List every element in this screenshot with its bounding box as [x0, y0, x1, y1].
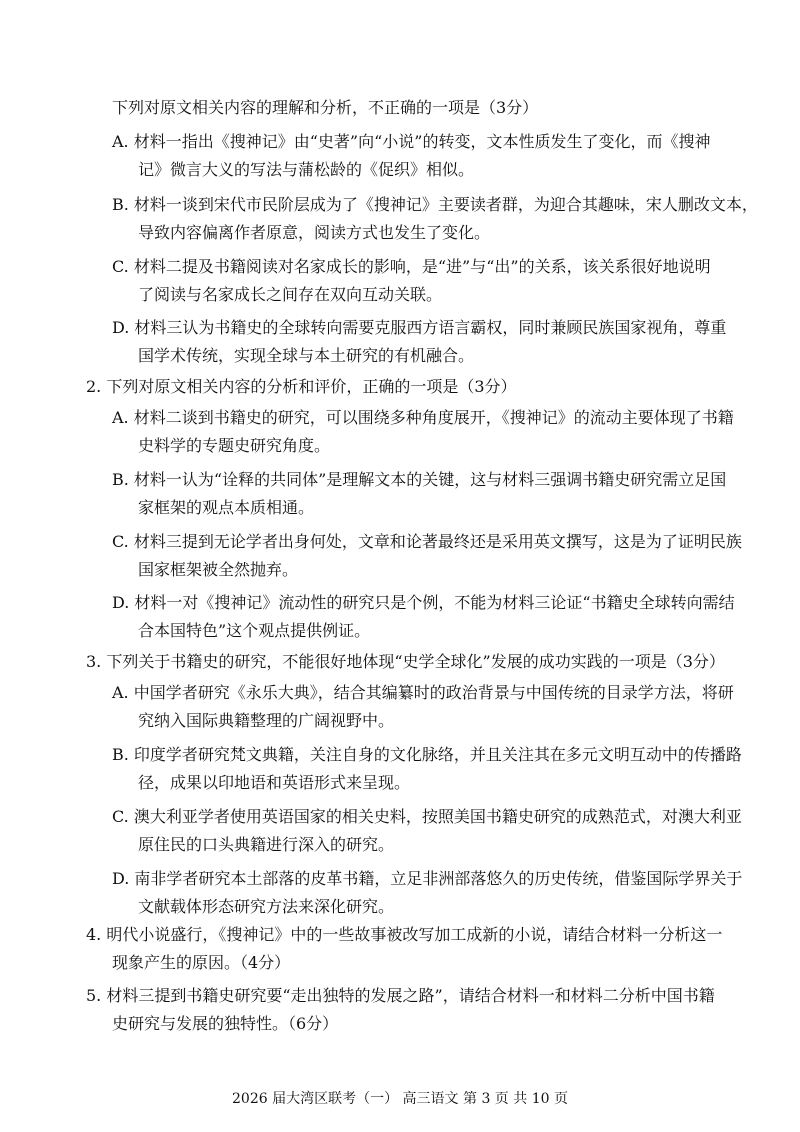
- q1-option-a-cont: 记》微言大义的写法与蒲松龄的《促织》相似。: [138, 160, 475, 179]
- q3-option-d: D. 南非学者研究本土部落的皮革书籍，立足非洲部落悠久的历史传统，借鉴国际学界关于: [112, 869, 743, 888]
- q2-option-a-cont: 史料学的专题史研究角度。: [138, 436, 331, 455]
- question-1-stem: 下列对原文相关内容的理解和分析，不正确的一项是（3分）: [112, 98, 539, 117]
- q3-option-b: B. 印度学者研究梵文典籍，关注自身的文化脉络，并且关注其在多元文明互动中的传播路: [112, 745, 742, 764]
- q2-option-b-cont: 家框架的观点本质相通。: [138, 498, 315, 517]
- question-4-stem: 4. 明代小说盛行，《搜神记》中的一些故事被改写加工成新的小说，请结合材料一分析这一: [86, 925, 723, 944]
- q1-option-d-cont: 国学术传统，实现全球与本土研究的有机融合。: [138, 346, 475, 365]
- q3-option-a-cont: 究纳入国际典籍整理的广阔视野中。: [138, 711, 395, 730]
- question-2-stem: 2. 下列对原文相关内容的分析和评价，正确的一项是（3分）: [86, 377, 517, 396]
- q2-option-d-cont: 合本国特色”这个观点提供例证。: [138, 621, 371, 640]
- q1-option-c-cont: 了阅读与名家成长之间存在双向互动关联。: [138, 285, 443, 304]
- q2-option-c: C. 材料三提到无论学者出身何处，文章和论著最终还是采用英文撰写，这是为了证明民族: [112, 532, 742, 551]
- q1-option-a: A. 材料一指出《搜神记》由“史著”向“小说”的转变，文本性质发生了变化，而《搜神: [112, 132, 711, 151]
- question-5-stem: 5. 材料三提到书籍史研究要“走出独特的发展之路”，请结合材料一和材料二分析中国书籍: [86, 986, 715, 1005]
- q2-option-a: A. 材料二谈到书籍史的研究，可以围绕多种角度展开，《搜神记》的流动主要体现了书籍: [112, 408, 734, 427]
- question-5-stem-cont: 史研究与发展的独特性。（6分）: [112, 1014, 339, 1033]
- q2-option-b: B. 材料一认为“诠释的共同体”是理解文本的关键，这与材料三强调书籍史研究需立足国: [112, 470, 727, 489]
- q3-option-c: C. 澳大利亚学者使用英语国家的相关史料，按照美国书籍史研究的成熟范式，对澳大利亚: [112, 807, 742, 826]
- q3-option-b-cont: 径，成果以印地语和英语形式来呈现。: [138, 773, 411, 792]
- q2-option-d: D. 材料一对《搜神记》流动性的研究只是个例，不能为材料三论证“书籍史全球转向需结: [112, 593, 735, 612]
- q3-option-c-cont: 原住民的口头典籍进行深入的研究。: [138, 835, 395, 854]
- question-3-stem: 3. 下列关于书籍史的研究，不能很好地体现“史学全球化”发展的成功实践的一项是（3分）: [86, 652, 725, 671]
- q1-option-c: C. 材料二提及书籍阅读对名家成长的影响，是“进”与“出”的关系，该关系很好地说明: [112, 257, 711, 276]
- q1-option-b-cont: 导致内容偏离作者原意，阅读方式也发生了变化。: [138, 223, 491, 242]
- q3-option-d-cont: 文献载体形态研究方法来深化研究。: [138, 897, 395, 916]
- q1-option-b: B. 材料一谈到宋代市民阶层成为了《搜神记》主要读者群，为迎合其趣味，宋人删改文本，: [112, 195, 758, 214]
- question-4-stem-cont: 现象产生的原因。（4分）: [112, 953, 291, 972]
- page-footer: 2026 届大湾区联考（一） 高三语文 第 3 页 共 10 页: [232, 1091, 568, 1107]
- q1-option-d: D. 材料三认为书籍史的全球转向需要克服西方语言霸权，同时兼顾民族国家视角，尊重: [112, 318, 727, 337]
- q3-option-a: A. 中国学者研究《永乐大典》，结合其编纂时的政治背景与中国传统的目录学方法，将研: [112, 683, 734, 702]
- q2-option-c-cont: 国家框架被全然抛弃。: [138, 560, 299, 579]
